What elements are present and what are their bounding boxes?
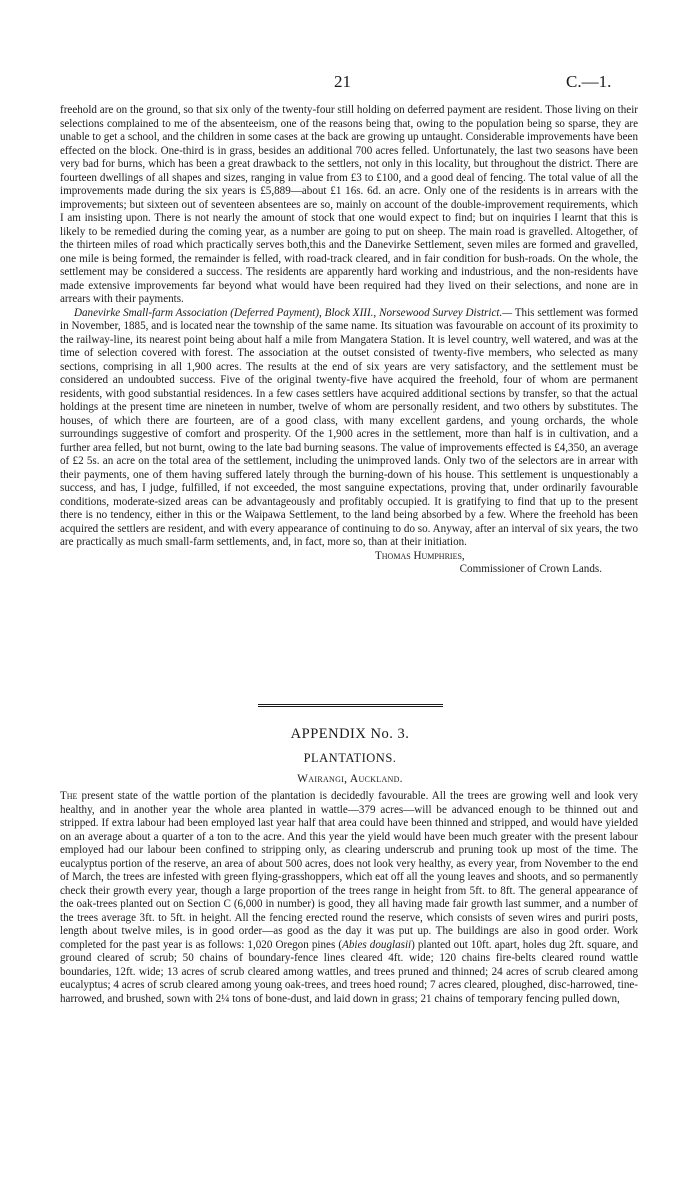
appendix-location: Wairangi, Auckland. (297, 773, 403, 785)
danevirke-heading: Danevirke Small-farm Association (Deferred Payment), Block XIII., Norsewood Survey District.— (74, 306, 513, 319)
plantations-text: present state of the wattle portion of the plantation is decidedly favourable. All the trees are growing well and look very healthy, and in another year the whole area planted in wattle—379 acres—will be advanced enough to be thinned out and stripped. If extra labour had been employed last year half that area could have been thinned and stripped, and would have yielded on an average about a quarter of a ton to the acre. And this year the yield would have been much greater with the present labour employed had our labour been confined to stripping only, as clearing underscrub and pruning took up most of the time. The eucalyptus portion of the reserve, an area of about 500 acres, does not look very healthy, as every year, from November to the end of March, the trees are infested with green flying-grasshoppers, which eat off all the young leaves and shoots, and so permanently check their growth every year, though a large proportion of the trees range in height from 5ft. to 8ft. The general appearance of the oak-trees planted out on Section C (6,000 in number) is good, they all having made fair growth last summer, and a number of the trees average 3ft. to 5ft. in height. All the fencing erected round the reserve, which consists of seven wires and puriri posts, length about twelve miles, is in good order—as good as the day it was put up. The buildings are also in good order. Work completed for the past year is as follows: 1,020 Oregon pines ( (60, 790, 638, 951)
document-reference: C.—1. (566, 72, 612, 91)
section-divider (258, 704, 443, 707)
species-name: Abies douglasii (342, 938, 412, 951)
page-number: 21 (334, 72, 351, 91)
danevirke-text: This settlement was formed in November, 1885, and is located near the township of the same name. Its situation was favourable on account of its proximity to the railway-line, its nearest point being about half a mile from Mangatera Station. It is level country, well watered, and was at the time of selection covered with forest. The association at the outset consisted of twenty-five members, who selected as many sections, comprising in all 1,900 acres. The results at the end of six years are very satisfactory, and the settlement must be considered an undoubted success. Five of the original twenty-five have acquired the freehold, four of whom are permanent residents, with good substantial residences. In a few cases settlers have acquired additional sections by transfer, so that the actual holdings at the present time are nineteen in number, twelve of whom are personally resident, and two others by substitutes. The houses, of which there are fourteen, are of a good class, with many excellent gardens, and young orchards, the whole surroundings suggestive of comfort and prosperity. Of the 1,900 acres in the settlement, more than half is in cultivation, and a further area felled, but not burnt, owing to the late bad burning seasons. The value of improvements effected is £4,350, an average of £2 5s. an acre on the total area of the settlement, including the unimproved lands. Only two of the selectors are in arrear with their payments, one of them having suffered lately through the burning-down of his house. This settlement is unquestionably a success, and has, I judge, fulfilled, if not exceeded, the most sanguine expectations, proving that, under ordinarily favourable conditions, moderate-sized areas can be advantageously and profitably occupied. It is gratifying to find that up to the present there is no tendency, either in this or the Waipawa Settlement, to the land being absorbed by a few. Where the freehold has been acquired the settlers are resident, and with every appearance of continuing to do so. Anyway, after an interval of six years, the two are practically as much small-farm settlements, and, in fact, more so, than at their initiation. (60, 306, 639, 548)
signature-name: Thomas Humphries, (375, 549, 465, 562)
paragraph-plantations (60, 790, 638, 1006)
plantations-text-end: ) planted out 10ft. apart, holes dug 2ft. square, and ground cleared of scrub; 50 chains of boundary-fence lines cleared 4ft. wide; 120 chains fire-belts cleared round wattle boundaries, 12ft. wide; 13 acres of scrub cleared among wattles, and trees pruned and thinned; 24 acres of scrub cleared among eucalyptus; 4 acres of scrub cleared among young oak-trees, and trees hoed round; 7 acres cleared, ploughed, disc-harrowed, tine-harrowed, and brushed, sown with 2¼ tons of bone-dust, and laid down in grass; 21 chains of temporary fencing pulled down, (60, 938, 638, 1005)
appendix-title: APPENDIX No. 3. (290, 726, 410, 742)
report-body (60, 104, 638, 577)
appendix-subtitle: PLANTATIONS. (303, 751, 397, 765)
lead-word: The (60, 790, 78, 802)
signature-title: Commissioner of Crown Lands. (459, 563, 602, 575)
paragraph-absenteeism: freehold are on the ground, so that six only of the twenty-four still holding on deferred payment are resident. Those living on their selections complained to me of the absenteeism, one of the reasons being that, owing to the population being so sparse, they are unable to get a school, and the children in some cases at the back are growing up untaught. Considerable improvements have been effected on the block. One-third is in grass, besides an additional 700 acres felled. Unfortunately, the last two seasons have been very bad for burns, which has been a great drawback to the settlers, not only in this locality, but throughout the district. There are fourteen dwellings of all shapes and sizes, ranging in value from £3 to £100, and a good deal of fencing. The total value of all the improvements made during the six years is £5,889—about £1 16s. 6d. an acre. Only one of the residents is in arrears with the improvements; but sixteen out of seventeen absentees are so, mainly on account of the double-improvement requirements, which I am insisting upon. There is not nearly the amount of stock that one would expect to find; but on inquiries I learnt that this is likely to be remedied during the coming year, as a number are going to put on sheep. The main road is gravelled. Altogether, of the thirteen miles of road which practically serves both,this and the Danevirke Settlement, seven miles are formed and gravelled, one mile is being formed, the remainder is felled, with road-track cleared, and in fair condition for bush-roads. On the whole, the settlement may be considered a success. The residents are apparently hard working and industrious, and the non-residents have made extensive improvements far beyond what would have been required had they lived on their selections, and none are in arrears with their payments. (60, 104, 638, 305)
plantations-body (60, 790, 638, 1006)
paragraph-danevirke (60, 307, 638, 550)
